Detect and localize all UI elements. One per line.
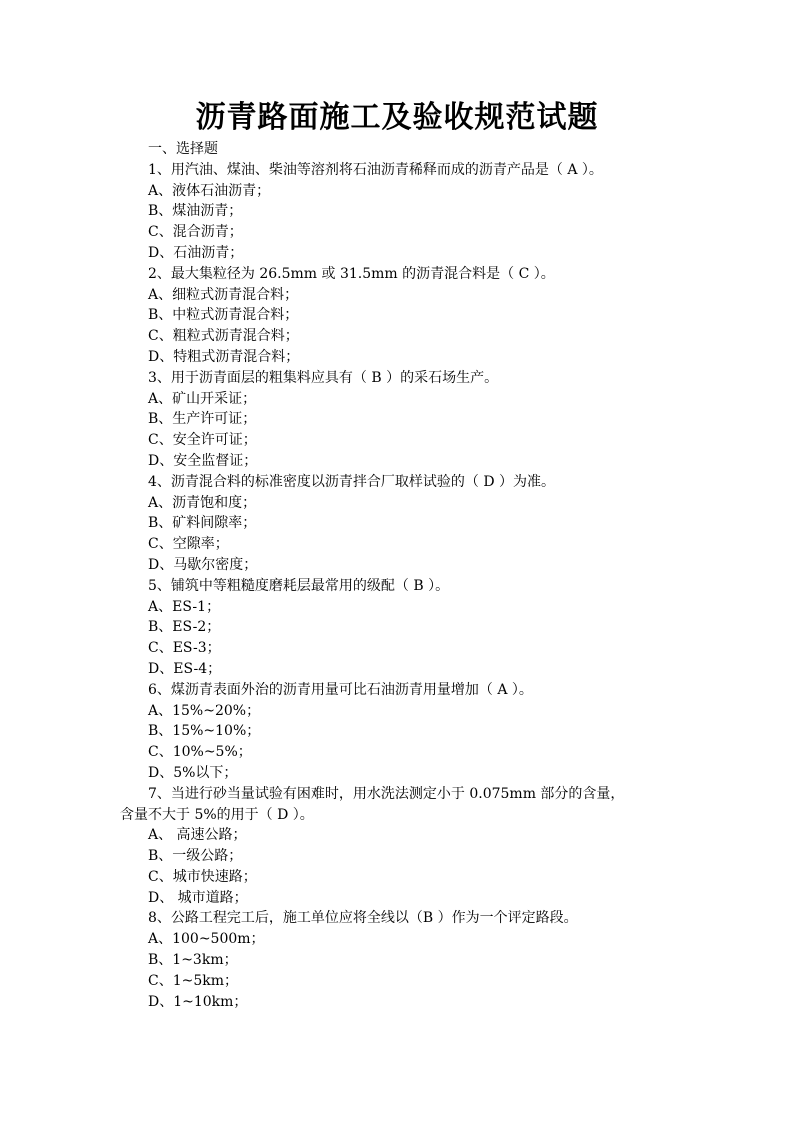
option-c: C、ES-3；: [148, 640, 221, 657]
question-stem: 6、煤沥青表面外治的沥青用量可比石油沥青用量增加（ A ）。: [148, 681, 533, 698]
question-stem-continuation: 含量不大于 5%的用于（ D ）。: [120, 806, 314, 823]
option-d: D、5%以下；: [148, 764, 238, 781]
option-c: C、10%~5%；: [148, 744, 252, 761]
page-title: 沥青路面施工及验收规范试题: [195, 100, 599, 135]
question-stem: 5、铺筑中等粗糙度磨耗层最常用的级配（ B ）。: [148, 577, 450, 594]
option-d: D、马歇尔密度；: [148, 556, 258, 573]
option-c: C、空隙率；: [148, 536, 229, 553]
option-a: A、100~500m；: [148, 931, 265, 948]
option-d: D、石油沥青；: [148, 244, 244, 261]
question-stem: 4、沥青混合料的标准密度以沥青拌合厂取样试验的（ D ）为准。: [148, 473, 556, 490]
option-b: B、煤油沥青；: [148, 203, 243, 220]
option-d: D、 城市道路；: [148, 889, 248, 906]
option-b: B、生产许可证；: [148, 411, 257, 428]
option-c: C、混合沥青；: [148, 224, 243, 241]
option-d: D、ES-4；: [148, 660, 222, 677]
option-c: C、城市快速路；: [148, 868, 257, 885]
option-b: B、1~3km；: [148, 952, 238, 969]
option-b: B、中粒式沥青混合料；: [148, 307, 299, 324]
option-a: A、细粒式沥青混合料；: [148, 286, 299, 303]
option-b: B、一级公路；: [148, 848, 243, 865]
question-stem: 8、公路工程完工后，施工单位应将全线以（B ）作为一个评定路段。: [148, 910, 578, 927]
option-d: D、安全监督证；: [148, 452, 258, 469]
option-d: D、1~10km；: [148, 993, 248, 1010]
option-a: A、沥青饱和度；: [148, 494, 257, 511]
option-c: C、安全许可证；: [148, 432, 257, 449]
option-a: A、 高速公路；: [148, 827, 247, 844]
option-a: A、矿山开采证；: [148, 390, 257, 407]
question-stem: 2、最大集粒径为 26.5mm 或 31.5mm 的沥青混合料是（ C ）。: [148, 265, 555, 282]
option-a: A、ES-1；: [148, 598, 221, 615]
section-heading: 一、选择题: [148, 141, 218, 157]
question-stem: 1、用汽油、煤油、柴油等溶剂将石油沥青稀释而成的沥青产品是（ A ）。: [148, 161, 603, 178]
option-b: B、15%~10%；: [148, 723, 261, 740]
option-d: D、特粗式沥青混合料；: [148, 348, 300, 365]
option-b: B、ES-2；: [148, 619, 221, 636]
question-stem: 3、用于沥青面层的粗集料应具有（ B ）的采石场生产。: [148, 369, 499, 386]
option-c: C、1~5km；: [148, 972, 239, 989]
question-stem: 7、当进行砂当量试验有困难时，用水洗法测定小于 0.075mm 部分的含量，: [148, 785, 625, 802]
option-a: A、15%~20%；: [148, 702, 261, 719]
option-a: A、液体石油沥青；: [148, 182, 271, 199]
option-b: B、矿料间隙率；: [148, 515, 257, 532]
question-list: [120, 139, 680, 1012]
option-c: C、粗粒式沥青混合料；: [148, 328, 299, 345]
